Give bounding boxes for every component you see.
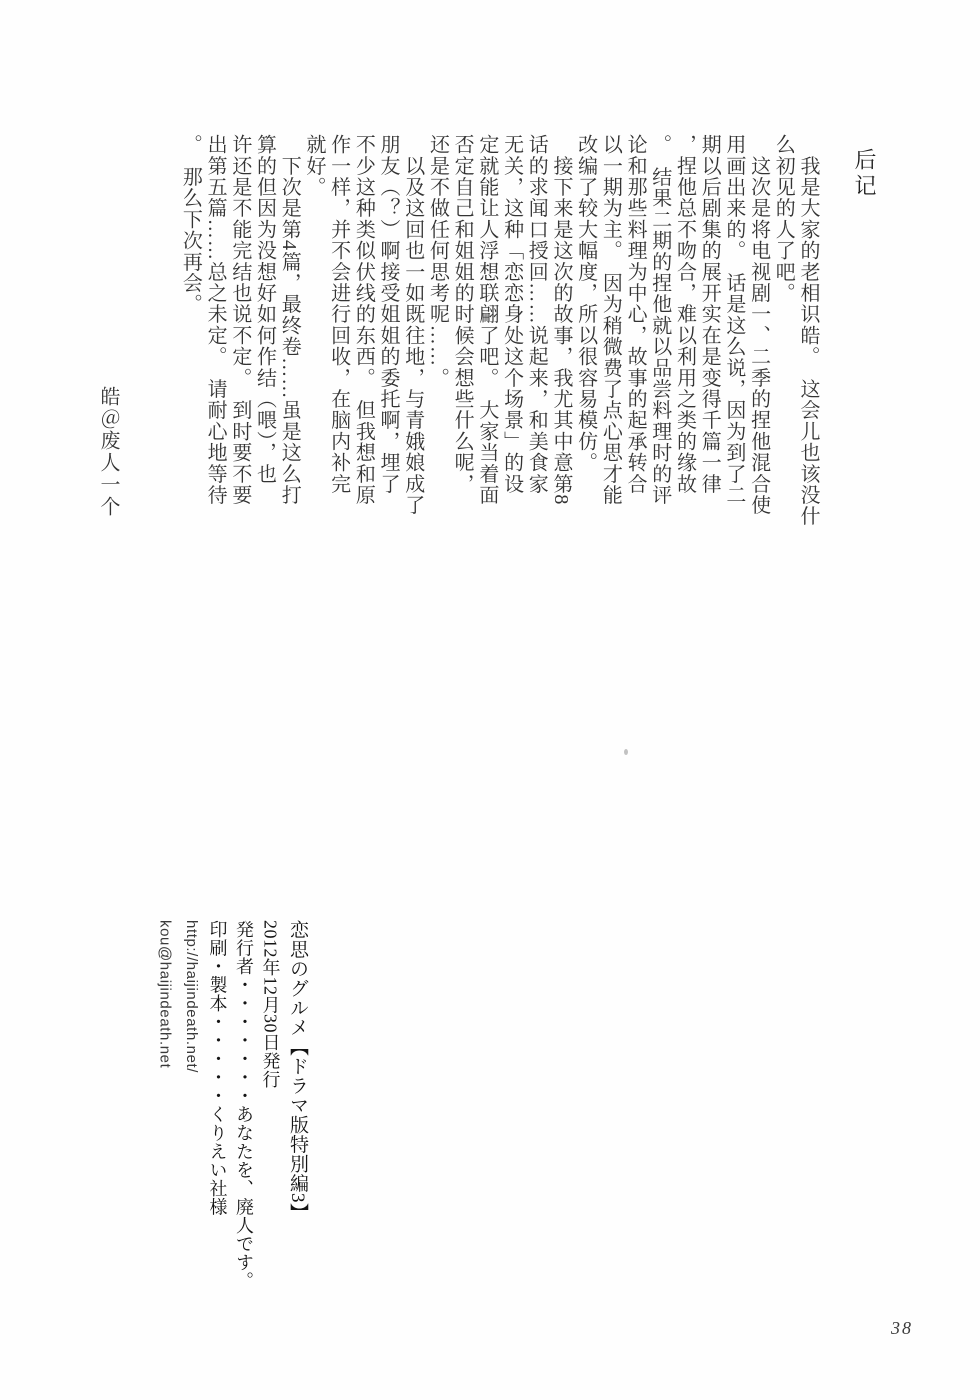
- afterword-column: 就好。: [302, 134, 325, 198]
- afterword-column: 以及这回也一如既往地，与青娥娘成了: [401, 134, 424, 516]
- page-title: 后记: [852, 148, 877, 200]
- afterword-column: 这次是将电视剧一、二季的捏他混合使: [747, 134, 770, 516]
- afterword-column: 改编了较大幅度，所以很容易模仿。: [574, 134, 597, 474]
- afterword-column: 否定自己和姐姐的时候会想些什么呢，: [451, 134, 474, 495]
- afterword-column: 下次是第4篇，最终卷……虽是这么打: [278, 134, 301, 506]
- colophon-line: 2012年12月30日発行: [260, 920, 281, 1089]
- page-number: 38: [891, 1318, 913, 1338]
- afterword-column: 期以后剧集的展开实在是变得千篇一律: [698, 134, 721, 495]
- afterword-column: 定就能让人浮想联翩了吧。 大家当着面: [475, 134, 498, 506]
- afterword-column: 接下来是这次的故事，我尤其中意第8: [549, 134, 572, 506]
- afterword-column: 以一期为主。 因为稍微费了点心思才能: [599, 134, 622, 506]
- afterword-column: 许还是不能完结也说不定。 到时要不要: [228, 134, 251, 506]
- colophon-contact-line: http://haijindeath.net/: [183, 920, 200, 1074]
- afterword-column: 话的求闻口授回……说起来，和美食家: [525, 134, 548, 495]
- afterword-column: 算的但因为没想好如何作结（喂），也: [253, 134, 276, 485]
- afterword-column: 作一样，并不会进行回收，在脑内补完: [327, 134, 350, 495]
- afterword-body: [178, 134, 820, 550]
- afterword-column: 论和那些料理为中心，故事的起承转合: [624, 134, 647, 495]
- scan-artifact-speck: [624, 749, 628, 755]
- afterword-column: 还是不做任何思考呢……。: [426, 134, 449, 389]
- colophon-line: 発行者・・・・・・・あなたを、廃人です。: [234, 920, 254, 1290]
- colophon-book-title: 恋思のグルメ【ドラマ版特別編3】: [287, 920, 308, 1223]
- colophon: [151, 920, 310, 1360]
- afterword-column: 。 结果二期的捏他就以品尝料理时的评: [648, 134, 671, 506]
- author-signature: 皓＠废人一个: [97, 386, 119, 518]
- afterword-column: 么初见的人了吧。: [772, 134, 795, 304]
- colophon-line: 印刷・製本・・・・・くりえい社様: [207, 920, 228, 1216]
- afterword-column: 。 那么下次再会。: [179, 134, 202, 315]
- afterword-column: 用画出来的。 话是这么说，因为到了二: [722, 134, 745, 506]
- afterword-column: 朋友（？）啊接受姐姐的委托啊，埋了: [377, 134, 400, 495]
- afterword-column: 无关，这种「恋恋身处这个场景」的设: [500, 134, 523, 495]
- afterword-column: 不少这种类似伏线的东西。 但我想和原: [352, 134, 375, 506]
- afterword-column: 出第五篇……总之未定。 请耐心地等待: [204, 134, 227, 506]
- colophon-contact-line: kou@haijindeath.net: [156, 920, 174, 1069]
- afterword-column: 我是大家的老相识皓。 这会儿也该没什: [797, 134, 819, 527]
- afterword-column: ，捏他总不吻合，难以利用之类的缘故: [673, 134, 696, 495]
